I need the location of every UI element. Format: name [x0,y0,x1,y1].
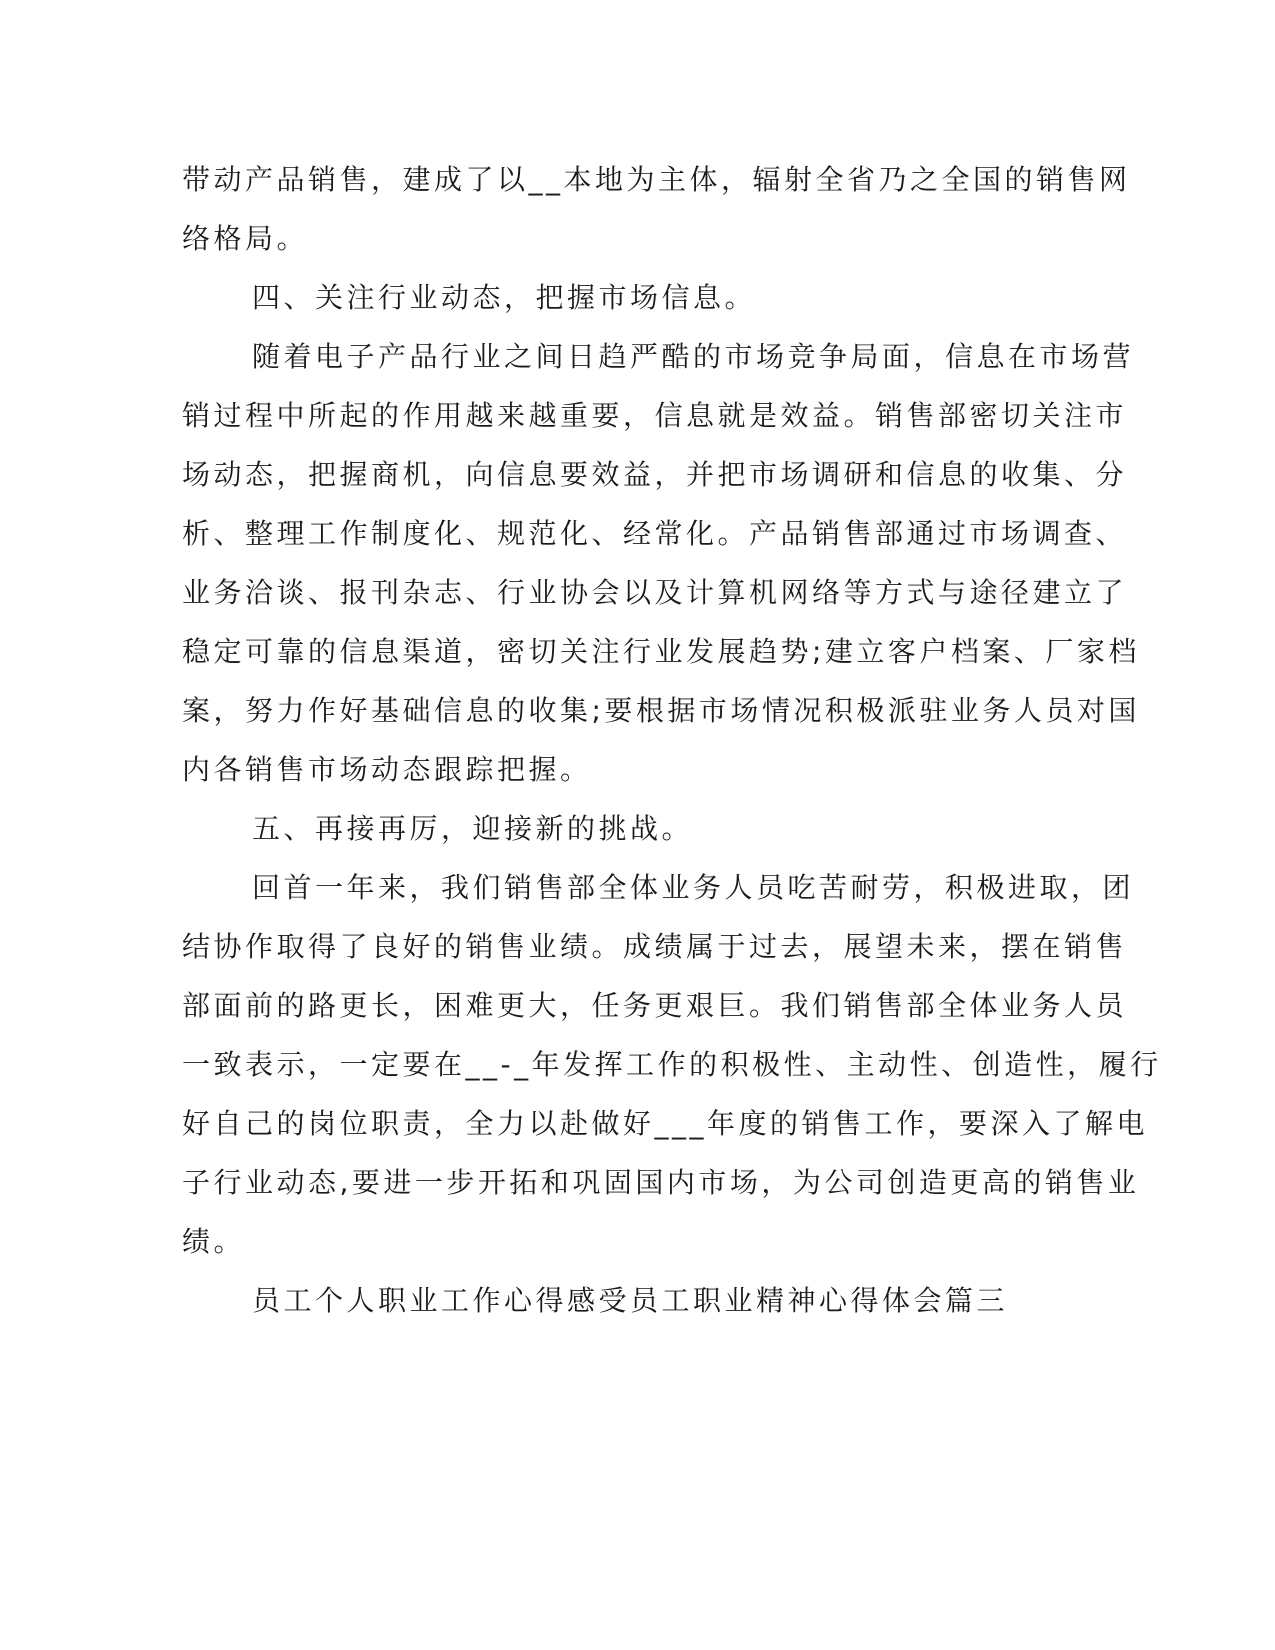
text-line: 一致表示，一定要在__-_年发挥工作的积极性、主动性、创造性，履行 [182,1048,1162,1081]
text-line: 案，努力作好基础信息的收集;要根据市场情况积极派驻业务人员对国 [182,694,1140,727]
text-line: 部面前的路更长，困难更大，任务更艰巨。我们销售部全体业务人员 [182,989,1128,1022]
text-line: 销过程中所起的作用越来越重要，信息就是效益。销售部密切关注市 [182,399,1128,432]
text-line: 络格局。 [182,222,309,255]
text-line: 回首一年来，我们销售部全体业务人员吃苦耐劳，积极进取，团 [252,871,1135,904]
text-line: 内各销售市场动态跟踪把握。 [182,753,592,786]
text-line: 绩。 [182,1225,246,1258]
text-line: 场动态，把握商机，向信息要效益，并把市场调研和信息的收集、分 [182,458,1128,491]
text-line: 随着电子产品行业之间日趋严酷的市场竞争局面，信息在市场营 [252,340,1135,373]
text-line: 结协作取得了良好的销售业绩。成绩属于过去，展望未来，摆在销售 [182,930,1128,963]
text-line: 好自己的岗位职责，全力以赴做好___年度的销售工作，要深入了解电 [182,1107,1149,1140]
text-line: 子行业动态,要进一步开拓和巩固国内市场，为公司创造更高的销售业 [182,1166,1140,1199]
section-heading: 四、关注行业动态，把握市场信息。 [252,281,757,314]
section-heading: 五、再接再厉，迎接新的挑战。 [252,812,694,845]
text-line: 析、整理工作制度化、规范化、经常化。产品销售部通过市场调查、 [182,517,1128,550]
text-line: 业务洽谈、报刊杂志、行业协会以及计算机网络等方式与途径建立了 [182,576,1128,609]
section-title: 员工个人职业工作心得感受员工职业精神心得体会篇三 [252,1284,1009,1317]
text-line: 带动产品销售，建成了以__本地为主体，辐射全省乃之全国的销售网 [182,163,1131,196]
text-line: 稳定可靠的信息渠道，密切关注行业发展趋势;建立客户档案、厂家档 [182,635,1140,668]
